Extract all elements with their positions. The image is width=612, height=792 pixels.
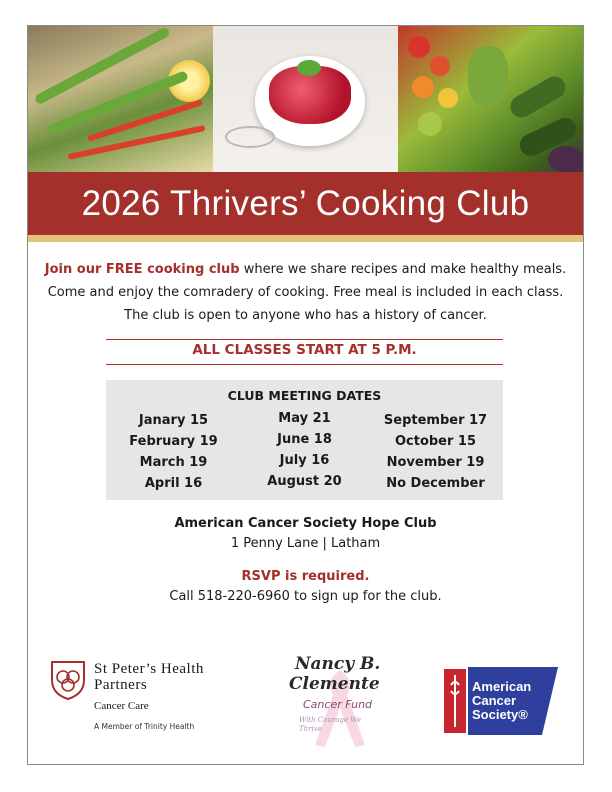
date-item: No December [386, 476, 485, 491]
photo-gelatin-bowl [213, 26, 398, 172]
rsvp-block [28, 567, 583, 607]
st-peters-name [94, 661, 204, 693]
rsvp-phone: Call 518-220-6960 to sign up for the club. [169, 589, 442, 604]
start-rule-bottom [106, 364, 503, 365]
acs-line-3: Society® [472, 707, 528, 722]
photo-vegetables [398, 26, 583, 172]
intro-line-1-rest: where we share recipes and make healthy meals. [239, 262, 567, 277]
date-item: Janary 15 [138, 413, 209, 428]
title-banner [28, 172, 583, 235]
date-item: November 19 [386, 455, 485, 470]
header-photo-strip [28, 26, 583, 172]
meeting-dates-box [106, 380, 503, 500]
intro-line-1 [28, 258, 583, 281]
clemente-line-3: Cancer Fund [303, 698, 373, 711]
date-item: February 19 [129, 434, 218, 449]
page-title: 2026 Thrivers’ Cooking Club [81, 183, 530, 223]
date-item: September 17 [383, 413, 488, 428]
st-peters-subtitle: Cancer Care [94, 700, 149, 712]
acs-logo [442, 667, 558, 735]
st-peters-name-line-2: Partners [94, 677, 148, 693]
clemente-line-1: Nancy B. [295, 654, 381, 674]
date-item: June 18 [277, 432, 332, 447]
acs-line-2: Cancer [472, 693, 517, 708]
intro-paragraph [28, 258, 583, 327]
date-item: August 20 [267, 474, 342, 489]
intro-line-2: Come and enjoy the comradery of cooking. Free meal is included in each class. [47, 285, 564, 300]
acs-logo-graphic [442, 667, 558, 735]
start-time-notice: ALL CLASSES START AT 5 P.M. [192, 342, 417, 358]
date-item: October 15 [394, 434, 477, 449]
date-item: April 16 [144, 476, 203, 491]
venue-block [28, 514, 583, 554]
clemente-fund-logo [285, 650, 395, 750]
date-item: May 21 [278, 411, 331, 426]
venue-name: American Cancer Society Hope Club [174, 516, 437, 531]
st-peters-logo [50, 660, 250, 740]
date-item: July 16 [279, 453, 330, 468]
dates-column-1 [106, 410, 241, 494]
dates-column-3 [368, 410, 503, 494]
meeting-dates-heading: CLUB MEETING DATES [227, 388, 382, 403]
date-item: March 19 [139, 455, 208, 470]
photo-asparagus-dish [28, 26, 213, 172]
venue-address: 1 Penny Lane | Latham [230, 536, 381, 551]
start-rule-top [106, 339, 503, 340]
rsvp-required: RSVP is required. [241, 569, 370, 584]
st-peters-name-line-1: St Peter’s Health [94, 661, 204, 677]
acs-line-1: American [472, 679, 532, 694]
clemente-tagline: With Courage We Thrive [299, 716, 362, 733]
clemente-line-2: Clemente [289, 674, 380, 694]
intro-line-3: The club is open to anyone who has a history of cancer. [124, 308, 487, 323]
dates-column-2 [241, 408, 368, 492]
gold-accent-bar [28, 235, 583, 242]
st-peters-member: A Member of Trinity Health [94, 722, 195, 731]
intro-highlight: Join our FREE cooking club [44, 262, 240, 277]
st-peters-emblem-icon [50, 660, 86, 700]
